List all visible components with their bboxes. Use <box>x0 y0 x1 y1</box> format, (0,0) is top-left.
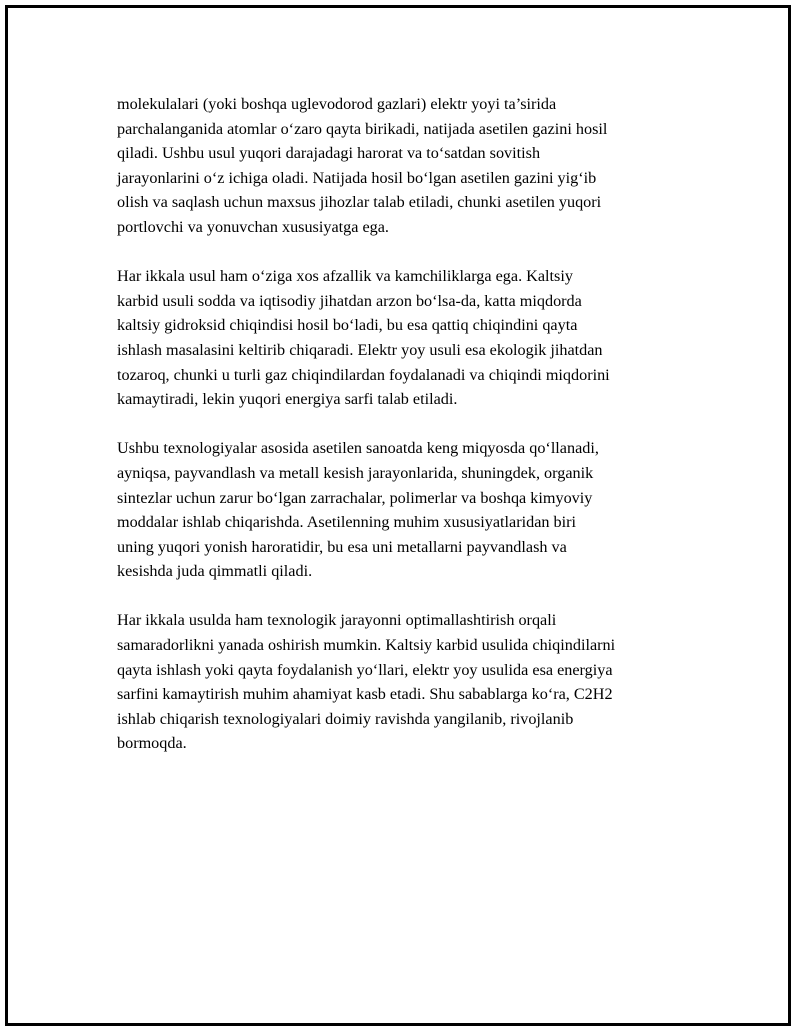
text-line: ishlash masalasini keltirib chiqaradi. Elektr yoy usuli esa ekologik jihatdan <box>117 340 603 359</box>
text-line: sarfini kamaytirish muhim ahamiyat kasb etadi. Shu sabablarga ko‘ra, C2H2 <box>117 685 613 704</box>
paragraph-4 <box>117 608 701 756</box>
text-line: kamaytiradi, lekin yuqori energiya sarfi talab etiladi. <box>117 390 458 409</box>
text-line: Har ikkala usul ham o‘ziga xos afzallik va kamchiliklarga ega. Kaltsiy <box>117 267 573 286</box>
text-line: jarayonlarini o‘z ichiga oladi. Natijada hosil bo‘lgan asetilen gazini yig‘ib <box>117 168 597 187</box>
text-line: sintezlar uchun zarur bo‘lgan zarrachalar, polimerlar va boshqa kimyoviy <box>117 488 593 507</box>
paragraph-2 <box>117 264 701 412</box>
text-line: parchalanganida atomlar o‘zaro qayta birikadi, natijada asetilen gazini hosil <box>117 119 608 138</box>
paragraph-3 <box>117 436 701 584</box>
text-line: kaltsiy gidroksid chiqindisi hosil bo‘ladi, bu esa qattiq chiqindini qayta <box>117 316 578 335</box>
text-line: portlovchi va yonuvchan xususiyatga ega. <box>117 217 389 236</box>
text-line: moddalar ishlab chiqarishda. Asetilenning muhim xususiyatlaridan biri <box>117 513 577 532</box>
text-line: molekulalari (yoki boshqa uglevodorod gazlari) elektr yoyi ta’sirida <box>117 95 557 113</box>
text-line: uning yuqori yonish haroratidir, bu esa uni metallarni payvandlash va <box>117 537 567 556</box>
text-line: ishlab chiqarish texnologiyalari doimiy ravishda yangilanib, rivojlanib <box>117 709 574 728</box>
text-line: qayta ishlash yoki qayta foydalanish yo‘llari, elektr yoy usulida esa energiya <box>117 660 613 679</box>
text-line: Har ikkala usulda ham texnologik jarayonni optimallashtirish orqali <box>117 611 557 630</box>
text-line: kesishda juda qimmatli qiladi. <box>117 562 313 581</box>
text-line: samaradorlikni yanada oshirish mumkin. Kaltsiy karbid usulida chiqindilarni <box>117 636 616 655</box>
text-line: bormoqda. <box>117 734 187 753</box>
text-line: olish va saqlash uchun maxsus jihozlar talab etiladi, chunki asetilen yuqori <box>117 193 602 212</box>
text-line: tozaroq, chunki u turli gaz chiqindilardan foydalanadi va chiqindi miqdorini <box>117 365 610 384</box>
text-line: ayniqsa, payvandlash va metall kesish jarayonlarida, shuningdek, organik <box>117 463 594 482</box>
text-line: Ushbu texnologiyalar asosida asetilen sanoatda keng miqyosda qo‘llanadi, <box>117 439 599 458</box>
text-line: karbid usuli sodda va iqtisodiy jihatdan arzon bo‘lsa-da, katta miqdorda <box>117 291 582 310</box>
paragraph-1 <box>117 92 701 240</box>
text-line: qiladi. Ushbu usul yuqori darajadagi harorat va to‘satdan sovitish <box>117 144 541 163</box>
document-body <box>117 92 701 781</box>
